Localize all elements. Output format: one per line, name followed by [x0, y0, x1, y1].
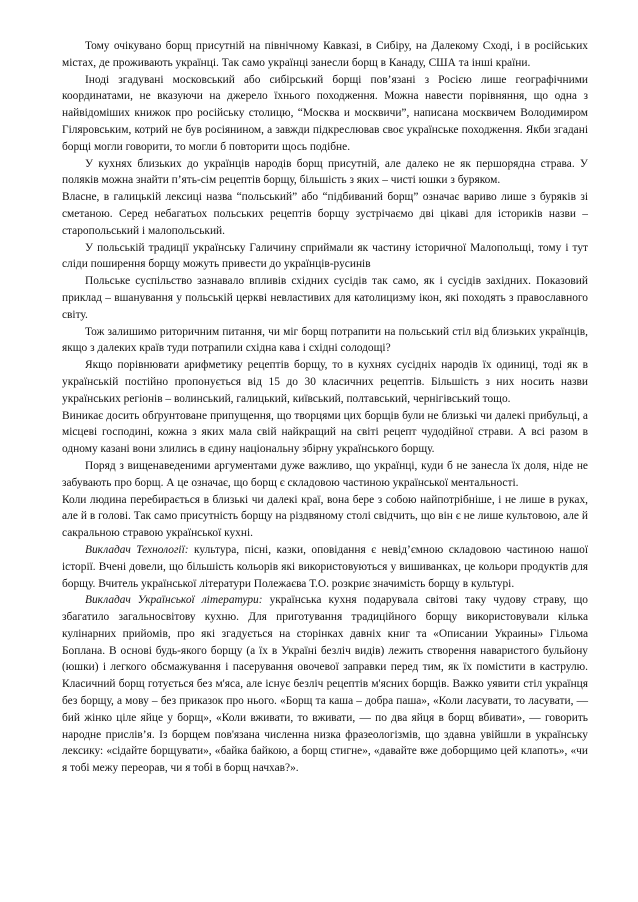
paragraph-12-text: культура, пісні, казки, оповідання є невід’ємною складовою частиною нашої історії. Вчені довели, що більшість кольорів які використовуються у вишиванках, це кольори продуктів для борщу. Вчитель української літератури Полежаєва Т.О. розкриє значимість борщу в культурі. — [62, 543, 588, 590]
paragraph-11-text: Коли людина перебирається в близькі чи далекі краї, вона бере з собою найпотрібніше, і не лише в руках, але й в голові. Так само присутність борщу на різдвяному столі свідчить, що він є не лише культовою, але й сакральною стравою української кухні. — [62, 493, 588, 540]
paragraph-3-text: У кухнях близьких до українців народів борщ присутній, але далеко не як першорядна страва. У поляків можна знайти п’ять-сім рецептів борщу, більшість з яких – чисті юшки з буряком. — [62, 157, 588, 187]
paragraph-4 — [62, 189, 588, 239]
paragraph-13 — [62, 592, 588, 777]
paragraph-7-text: Тож залишимо риторичним питання, чи міг борщ потрапити на польський стіл від близьких українців, якщо з далеких країв туди потрапили східна кава і східні солодощі? — [62, 325, 588, 355]
paragraph-6 — [62, 273, 588, 323]
speaker-label-literature: Викладач Української літератури: — [85, 594, 263, 607]
paragraph-11 — [62, 492, 588, 542]
paragraph-13-text: українська кухня подарувала світові таку чудову страву, що збагатило загальносвітову кухню. Для приготування традиційного борщу використовували кілька кулінарних прийомів, про які згадується на сторінках давніх книг та «Описании Украины» Гільома Боплана. В основі будь-якого борщу (а їх в Україні безліч видів) лежить створення наваристого бульйону (юшки) і легкого обсмажування і пасерування овочевої заправки перед тим, як їх помістити в каструлю. Класичний борщ готується без м'яса, але існує безліч рецептів м'ясних борщів. Важко уявити стіл українця без борщу, а мову – без приказок про нього. «Борщ та каша – добра паша», «Коли ласувати, то ласувати, — бий жінко ціле яйце у борщ», «Коли вживати, то вживати, — по два яйця в борщ вбивати», — говорить народне прислів’я. Із борщем пов'язана численна низка фразеологізмів, що здавна увійшли в українську лексику: «сідайте борщувати», «байка байкою, а борщ стигне», «давайте вже доборщимо цей клапоть», «чи я тобі межу переорав, чи я тобі в борщ начхав?». — [62, 594, 588, 775]
paragraph-1-text: Тому очікувано борщ присутній на північному Кавказі, в Сибіру, на Далекому Сході, і в російських містах, де проживають українці. Так само українці занесли борщ в Канаду, США та інші країни. — [62, 40, 588, 69]
paragraph-9-text: Виникає досить обґрунтоване припущення, що творцями цих борщів були не близькі чи далекі прибульці, а місцеві господині, кожна з яких мала свій найкращий на світі рецепт чудодійної страви. А всі разом в одному казані вони злились в єдину національну збірну українського борщу. — [62, 409, 588, 456]
paragraph-6-text: Польське суспільство зазнавало впливів східних сусідів так само, як і сусідів західних. Показовий приклад – вшанування у польській церкві невластивих для католицизму ікон, які походять з православного світу. — [62, 275, 588, 321]
paragraph-4-text: Власне, в галицькій лексиці назва “польський” або “підбиваний борщ” означає вариво лише з буряків зі сметаною. Серед небагатьох польських рецептів борщу зустрічаємо дві цікаві для істориків назви – старопольський і малопольський. — [62, 191, 588, 237]
paragraph-10 — [62, 458, 588, 492]
paragraph-5-text: У польській традиції українську Галичину сприймали як частину історичної Малопольщі, тому і тут сліди поширення борщу можуть привести до українців-русинів — [62, 241, 588, 271]
speaker-label-technology: Викладач Технології: — [85, 543, 189, 556]
paragraph-8 — [62, 357, 588, 407]
paragraph-1 — [62, 38, 588, 72]
paragraph-3 — [62, 156, 588, 190]
paragraph-10-text: Поряд з вищенаведеними аргументами дуже важливо, що українці, куди б не занесла їх доля, ніде не забувають про борщ. А це означає, що борщ є складовою частиною української ментальності. — [62, 459, 588, 489]
paragraph-2-text: Іноді згадувані московський або сибірський борщі пов’язані з Росією лише географічними координатами, не вказуючи на джерело їхнього походження. Можна навести порівняння, що одна з найвідоміших книжок про російську столицю, “Москва и москвичи”, написана москвичем Володимиром Гіляровським, котрий не був росіянином, а завжди підкреслював своє українське походження. Якби згадані борщі могли говорити, то могли б повторити щось подібне. — [62, 73, 588, 153]
paragraph-5 — [62, 240, 588, 274]
paragraph-2 — [62, 72, 588, 156]
paragraph-12 — [62, 542, 588, 592]
paragraph-7 — [62, 324, 588, 358]
paragraph-9 — [62, 408, 588, 458]
paragraph-8-text: Якщо порівнювати арифметику рецептів борщу, то в кухнях сусідніх народів їх одиниці, тоді як в українській постійно пропонується від 15 до 30 класичних рецептів. Більшість з них носить назви українських регіонів – волинський, галицький, київський, полтавський, чернігівський тощо. — [62, 359, 588, 405]
